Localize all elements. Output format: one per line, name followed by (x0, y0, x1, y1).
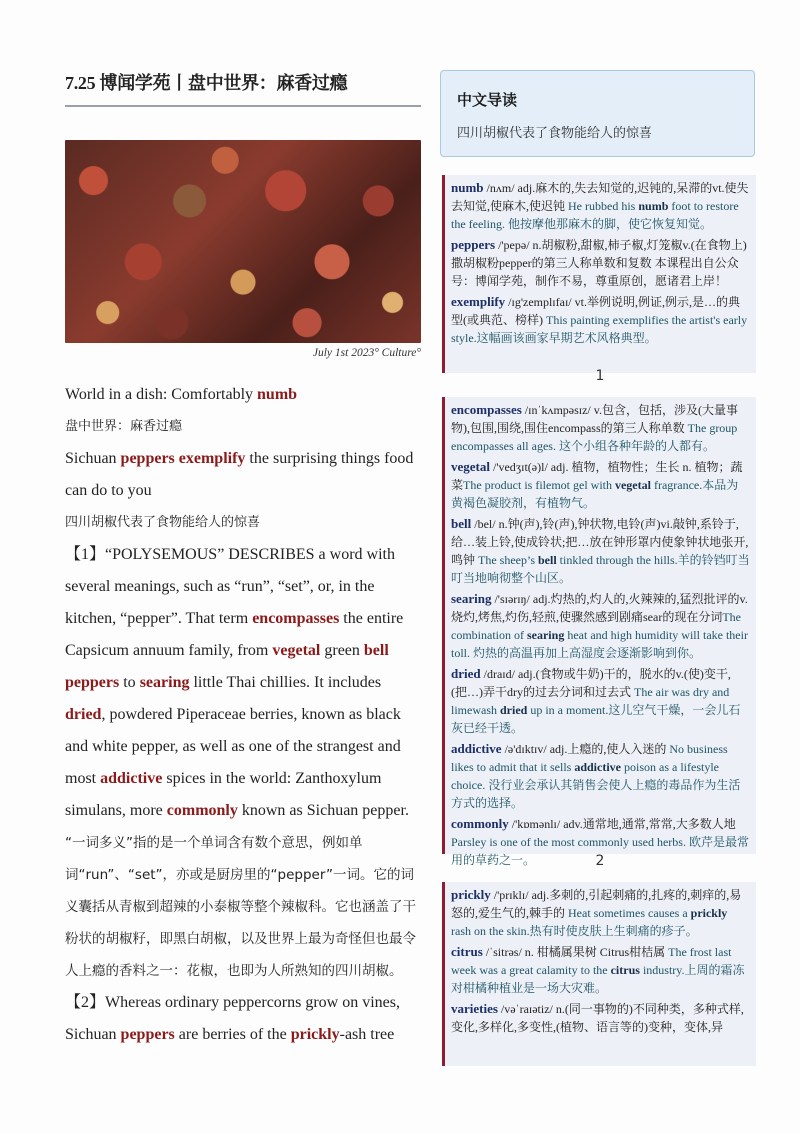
highlighted-keyword: prickly (290, 1026, 340, 1043)
example-text: The frost last week was a great calamity to the (451, 945, 732, 977)
vocab-word: addictive (451, 741, 502, 756)
title-divider (65, 105, 421, 107)
example-text: The combination of (451, 610, 741, 642)
vocab-definition: /ɪg'zemplɪfaɪ/ vt.举例说明,例证,例示,是…的典型(或典范、榜样) (451, 295, 740, 327)
text-segment: 盘中世界：麻香过瘾 (65, 419, 183, 434)
vocab-word: commonly (451, 816, 509, 831)
example-text: foot to restore the feeling. 他按摩他那麻木的脚，使它恢复知觉。 (451, 199, 739, 231)
example-text: This painting exemplifies the artist's early style.这幅画该画家早期艺术风格典型。 (451, 313, 748, 345)
english-paragraph (65, 379, 421, 411)
highlighted-keyword: commonly (166, 802, 238, 819)
chinese-paragraph (65, 411, 421, 443)
vocab-definition: /'pepə/ n.胡椒粉,甜椒,柿子椒,灯笼椒v.(在食物上)撒胡椒粉pepper的第三人称单数和复数 本课程出自公众号：博闻学苑，制作不易，尊重原创，愿诸君上岸！ (451, 238, 747, 288)
example-text: The product is filemot gel with (463, 478, 615, 492)
vocab-block-1 (442, 175, 756, 373)
vocab-definition: /'vedʒɪt(ə)l/ adj. 植物，植物性；生长 n. 植物；蔬菜 (451, 460, 743, 492)
vocab-example (451, 553, 750, 585)
vocab-word: vegetal (451, 459, 490, 474)
example-keyword: numb (638, 199, 669, 213)
text-segment: little Thai chillies. It includes (189, 674, 382, 691)
example-keyword: bell (538, 553, 557, 567)
highlighted-keyword: peppers (120, 1026, 175, 1043)
chinese-paragraph (65, 507, 421, 539)
highlighted-keyword: peppers exemplify (120, 450, 246, 467)
example-keyword: addictive (574, 760, 621, 774)
vocab-entry-peppers (451, 236, 750, 290)
vocab-definition: /ɪnˈkʌmpəsɪz/ v.包含，包括，涉及(大量事物),包围,围绕,围住encompass的第三人称单数 (451, 403, 738, 435)
example-keyword: dried (500, 703, 528, 717)
example-text: industry.上周的霜冻对柑橘种植业是一场大灾难。 (451, 963, 745, 995)
vocab-definition: /nʌm/ adj.麻木的,失去知觉的,迟钝的,呆滞的vt.使失去知觉,使麻木,使迟钝 (451, 181, 749, 213)
vocab-entry-dried (451, 665, 750, 737)
example-text: The air was dry and limewash (451, 685, 730, 717)
text-segment: 【2】Whereas ordinary peppercorns grow on vines, Sichuan (65, 994, 401, 1043)
text-segment: 四川胡椒代表了食物能给人的惊喜 (65, 515, 261, 530)
text-segment: the surprising things food can do to you (65, 450, 414, 499)
english-paragraph (65, 539, 421, 827)
highlighted-keyword: vegetal (272, 642, 321, 659)
vocab-entry-exemplify (451, 293, 750, 347)
vocab-entry-varieties (451, 1000, 750, 1036)
guide-text: 四川胡椒代表了食物能给人的惊喜 (457, 126, 653, 141)
example-keyword: prickly (690, 906, 728, 920)
vocab-definition: /'sɪərɪŋ/ adj.灼热的,灼人的,火辣辣的,猛烈批评的v.烧灼,烤焦,灼伤,轻煎,使骤然感到剧痛sear的现在分词 (451, 592, 748, 624)
text-segment: Sichuan (65, 450, 121, 467)
vocab-entry-bell (451, 515, 750, 587)
example-text: up in a moment.这儿空气干燥，一会儿石灰已经干透。 (451, 703, 741, 735)
example-keyword: searing (526, 628, 565, 642)
vocab-definition: /ə'dɪktɪv/ adj.上瘾的,使人入迷的 (501, 742, 670, 756)
example-text: Heat sometimes causes a (568, 906, 691, 920)
vocab-definition: /'kɒmənlɪ/ adv.通常地,通常,常常,大多数人地 (508, 817, 736, 831)
example-text: fragrance.本品为黄褐色凝胶剂，有植物气。 (451, 478, 739, 510)
article-body (65, 379, 421, 1051)
vocab-entry-citrus (451, 943, 750, 997)
article-column (65, 68, 421, 1051)
highlighted-keyword: dried (65, 706, 102, 723)
example-text: poison as a lifestyle choice. 没行业会承认其销售会使人上瘾的毒品作为生活方式的选择。 (451, 760, 741, 810)
text-segment: spices in the world: Zanthoxylum simulans, more (65, 770, 382, 819)
example-text: No business likes to admit that it sells (451, 742, 728, 774)
text-segment: World in a dish: Comfortably (65, 386, 258, 403)
vocab-definition: /ˈsitrəs/ n. 柑橘属果树 Citrus柑桔属 (482, 945, 669, 959)
vocab-entry-addictive (451, 740, 750, 812)
english-paragraph (65, 443, 421, 507)
vocab-entry-vegetal (451, 458, 750, 512)
example-text: heat and high humidity will take their toll. 灼热的高温再加上高湿度会逐渐影响到你。 (451, 628, 748, 660)
english-paragraph (65, 987, 421, 1051)
page-number: 2 (595, 853, 605, 869)
text-segment: are berries of the (174, 1026, 291, 1043)
vocab-entry-encompasses (451, 401, 750, 455)
text-segment: “一词多义”指的是一个单词含有数个意思，例如单词“run”、“set”，亦或是厨房里的“pepper”一词。它的词义囊括从青椒到超辣的小泰椒等整个辣椒科。它也涵盖了干粉状的胡椒籽，即黑白胡椒，以及世界上最为奇怪但也最令人上瘾的香料之一：花椒，也即为人所熟知的四川胡椒。 (65, 835, 416, 979)
text-segment: the entire Capsicum annuum family, from (65, 610, 404, 659)
vocab-word: searing (451, 591, 492, 606)
vocab-entry-numb (451, 179, 750, 233)
vocab-definition: /'prɪklɪ/ adj.多刺的,引起刺痛的,扎疼的,刺痒的,易怒的,爱生气的,棘手的 (451, 888, 742, 920)
vocab-word: bell (451, 516, 472, 531)
vocab-column (440, 70, 755, 1034)
example-keyword: vegetal (614, 478, 651, 492)
highlighted-keyword: addictive (100, 770, 163, 787)
text-segment: green (320, 642, 364, 659)
highlighted-keyword: encompasses (252, 610, 340, 627)
highlighted-keyword: searing (139, 674, 190, 691)
text-segment: -ash tree (339, 1026, 395, 1043)
vocab-word: citrus (451, 944, 483, 959)
vocab-block-3 (442, 882, 756, 1066)
highlighted-keyword: numb (257, 386, 298, 403)
vocab-entry-searing (451, 590, 750, 662)
example-text: The group encompasses all ages. 这个小组各种年龄的人都有。 (451, 421, 738, 453)
vocab-word: encompasses (451, 402, 522, 417)
vocab-example (451, 478, 738, 510)
sichuan-peppercorns-photo (65, 140, 421, 343)
vocab-word: exemplify (451, 294, 506, 309)
example-text: Parsley is one of the most commonly used herbs. 欧芹是最常用的草药之一。 (451, 835, 749, 867)
text-segment: to (119, 674, 140, 691)
photo-caption: July 1st 2023° Culture° (312, 347, 421, 359)
example-text: tinkled through the hills.羊的铃铛叮当叮当地响彻整个山区。 (451, 553, 750, 585)
vocab-definition: /vəˈraɪətiz/ n.(同一事物的)不同种类，多种式样,变化,多样化,多变性,(植物、语言等的)变种，变体,异 (451, 1002, 744, 1034)
vocab-definition: /draɪd/ adj.(食物或牛奶)干的，脱水的v.(使)变干,(把…)弄干dry的过去分词和过去式 (451, 667, 731, 699)
page-number: 1 (595, 368, 605, 384)
example-keyword: citrus (610, 963, 640, 977)
vocab-word: peppers (451, 237, 496, 252)
example-text: The sheep’s (478, 553, 538, 567)
vocab-word: dried (451, 666, 481, 681)
vocab-entry-prickly (451, 886, 750, 940)
example-text: He rubbed his (568, 199, 639, 213)
chinese-guide-box (440, 70, 755, 157)
vocab-block-2 (442, 397, 756, 867)
highlighted-keyword: bell peppers (65, 642, 389, 691)
vocab-definition: /bel/ n.钟(声),铃(声),钟状物,电铃(声)vi.敲钟,系铃于,给…装上铃,使成铃状;把…放在钟形罩内使象钟状地张开,鸣钟 (451, 517, 749, 567)
text-segment: , powdered Piperaceae berries, known as black and white pepper, as well as one of the strangest and most (65, 706, 401, 787)
chinese-paragraph (65, 827, 421, 987)
guide-title: 中文导读 (457, 91, 518, 109)
example-text: rash on the skin.热有时使皮肤上生刺痛的疹子。 (451, 924, 698, 938)
vocab-word: prickly (451, 887, 491, 902)
vocab-word: varieties (451, 1001, 498, 1016)
page-title: 7.25 博闻学苑丨盘中世界：麻香过瘾 (65, 73, 348, 93)
vocab-word: numb (451, 180, 484, 195)
text-segment: known as Sichuan pepper. (237, 802, 409, 819)
text-segment: 【1】“POLYSEMOUS” DESCRIBES a word with several meanings, such as “run”, “set”, or, in the kitchen, “pepper”. That term (65, 546, 395, 627)
